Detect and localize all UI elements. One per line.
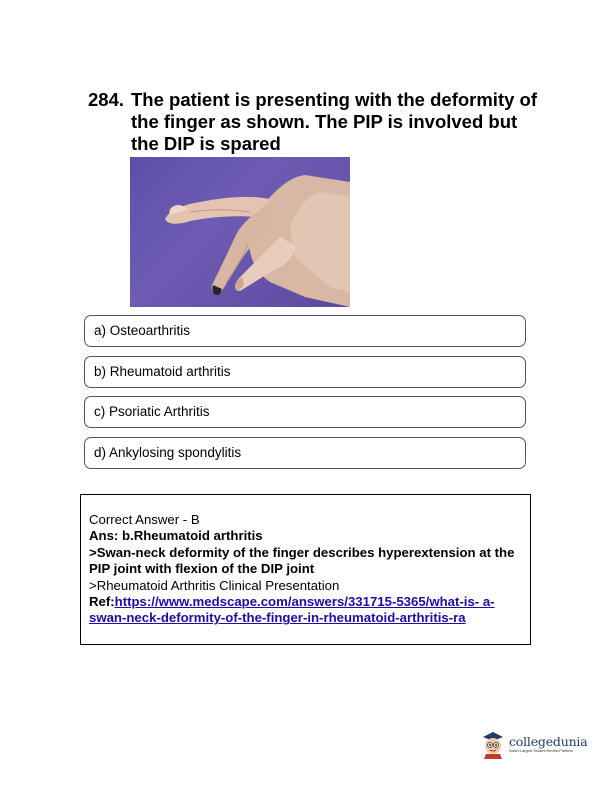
question-number: 284. bbox=[88, 89, 125, 110]
question bbox=[88, 89, 538, 155]
correct-answer-line: Correct Answer - B bbox=[89, 512, 200, 527]
brand-tagline: India's Largest Student Review Platform bbox=[509, 748, 573, 753]
answer-line: Ans: b.Rheumatoid arthritis bbox=[89, 528, 263, 544]
hand-deformity-photo bbox=[130, 157, 350, 307]
mascot-icon bbox=[480, 729, 506, 759]
answer-options bbox=[84, 315, 526, 477]
question-text: The patient is presenting with the deformity of the finger as shown. The PIP is involved but the DIP is spared bbox=[131, 89, 537, 154]
reference-prefix: Ref: bbox=[89, 594, 115, 610]
explanation-text: >Swan-neck deformity of the finger describes hyperextension at the PIP joint with flexion of the DIP joint bbox=[89, 544, 515, 577]
reference-link[interactable]: https://www.medscape.com/answers/331715-5365/what-is- a-swan-neck-deformity-of-the-finger-in-rheumatoid-arthritis-ra bbox=[89, 594, 495, 626]
brand-name: collegedunia bbox=[509, 733, 588, 749]
option-b[interactable]: b) Rheumatoid arthritis bbox=[84, 356, 526, 388]
option-c[interactable]: c) Psoriatic Arthritis bbox=[84, 396, 526, 428]
collegedunia-logo bbox=[480, 728, 596, 760]
reference-line bbox=[89, 594, 522, 627]
hand-illustration bbox=[130, 157, 350, 307]
answer-explanation-box bbox=[80, 494, 531, 645]
option-d[interactable]: d) Ankylosing spondylitis bbox=[84, 437, 526, 469]
presentation-line: >Rheumatoid Arthritis Clinical Presentation bbox=[89, 577, 340, 593]
option-a[interactable]: a) Osteoarthritis bbox=[84, 315, 526, 347]
